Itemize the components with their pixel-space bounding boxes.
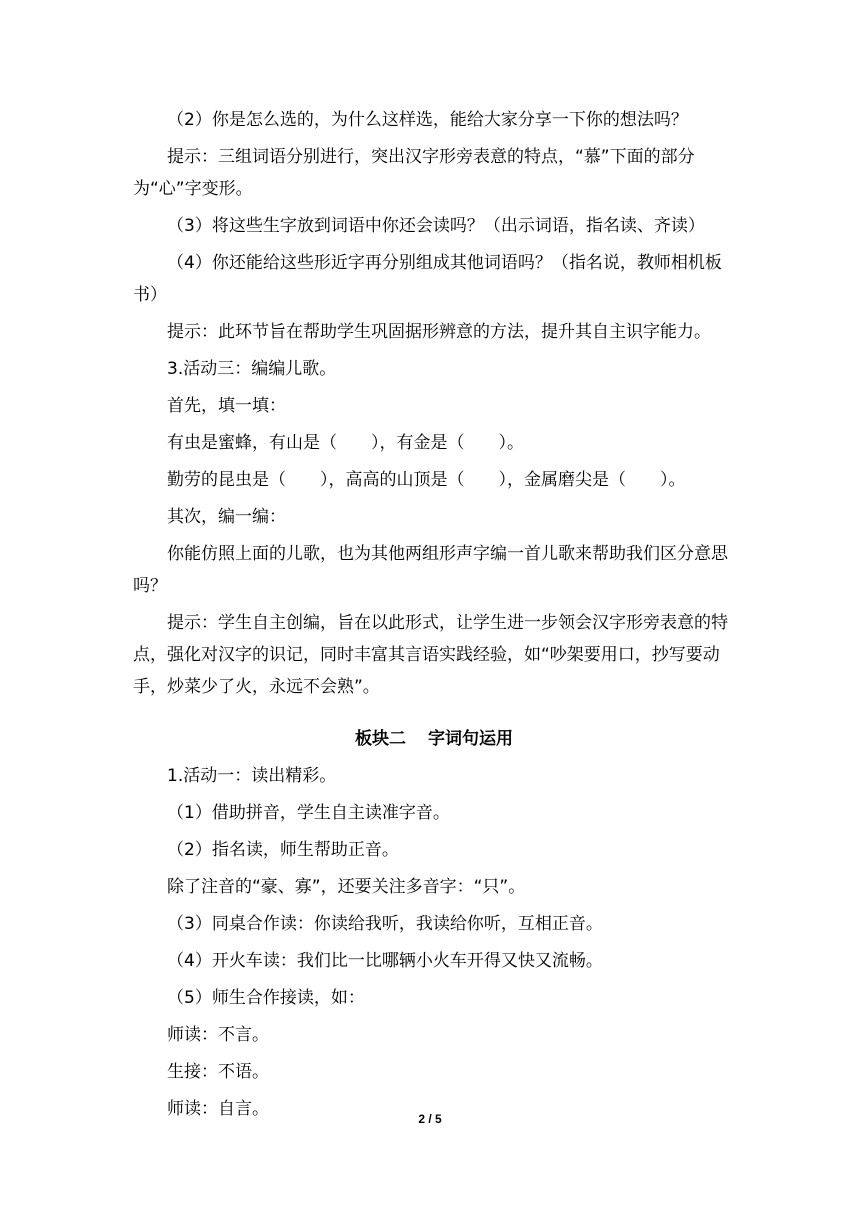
paragraph: （5）师生合作接读，如： xyxy=(167,988,365,1008)
section-heading-title: 字词句运用 xyxy=(428,729,513,749)
paragraph: 首先，填一填： xyxy=(167,396,286,416)
paragraph: 提示：此环节旨在帮助学生巩固据形辨意的方法，提升其自主识字能力。 xyxy=(167,322,711,342)
paragraph: 其次，编一编： xyxy=(167,507,286,527)
document-body xyxy=(133,104,735,1130)
paragraph: （2）指名读，师生帮助正音。 xyxy=(167,840,399,860)
paragraph: 除了注音的“豪、寡”，还要关注多音字：“只”。 xyxy=(167,877,526,897)
paragraph: 有虫是蜜蜂，有山是（ ），有金是（ ）。 xyxy=(167,433,524,453)
paragraph: （4）开火车读：我们比一比哪辆小火车开得又快又流畅。 xyxy=(167,951,603,971)
paragraph: 提示：学生自主创编，旨在以此形式，让学生进一步领会汉字形旁表意的特点，强化对汉字的识记，同时丰富其言语实践经验，如“吵架要用口，抄写要动手，炒菜少了火，永远不会熟”。 xyxy=(133,613,728,697)
paragraph: （3）同桌合作读：你读给我听，我读给你听，互相正音。 xyxy=(167,914,603,934)
paragraph: （3）将这些生字放到词语中你还会读吗？（出示词语，指名读、齐读） xyxy=(167,216,705,236)
section-heading-number: 板块二 xyxy=(355,729,406,749)
paragraph: 1.活动一：读出精彩。 xyxy=(167,766,337,786)
paragraph: 生接：不语。 xyxy=(167,1062,269,1082)
paragraph: （1）借助拼音，学生自主读准字音。 xyxy=(167,803,450,823)
paragraph: 你能仿照上面的儿歌，也为其他两组形声字编一首儿歌来帮助我们区分意思吗？ xyxy=(133,544,728,596)
paragraph: 勤劳的昆虫是（ ），高高的山顶是（ ），金属磨尖是（ ）。 xyxy=(167,470,686,490)
paragraph: 师读：不言。 xyxy=(167,1025,269,1045)
paragraph: 提示：三组词语分别进行，突出汉字形旁表意的特点，“慕”下面的部分为“心”字变形。 xyxy=(133,147,695,199)
section-heading xyxy=(133,723,735,755)
page-number: 2 / 5 xyxy=(418,1112,442,1126)
paragraph: （4）你还能给这些形近字再分别组成其他词语吗？（指名说，教师相机板书） xyxy=(133,253,722,305)
paragraph: 3.活动三：编编儿歌。 xyxy=(167,359,337,379)
paragraph: 师读：自言。 xyxy=(167,1099,269,1119)
paragraph: （2）你是怎么选的，为什么这样选，能给大家分享一下你的想法吗？ xyxy=(167,110,688,130)
